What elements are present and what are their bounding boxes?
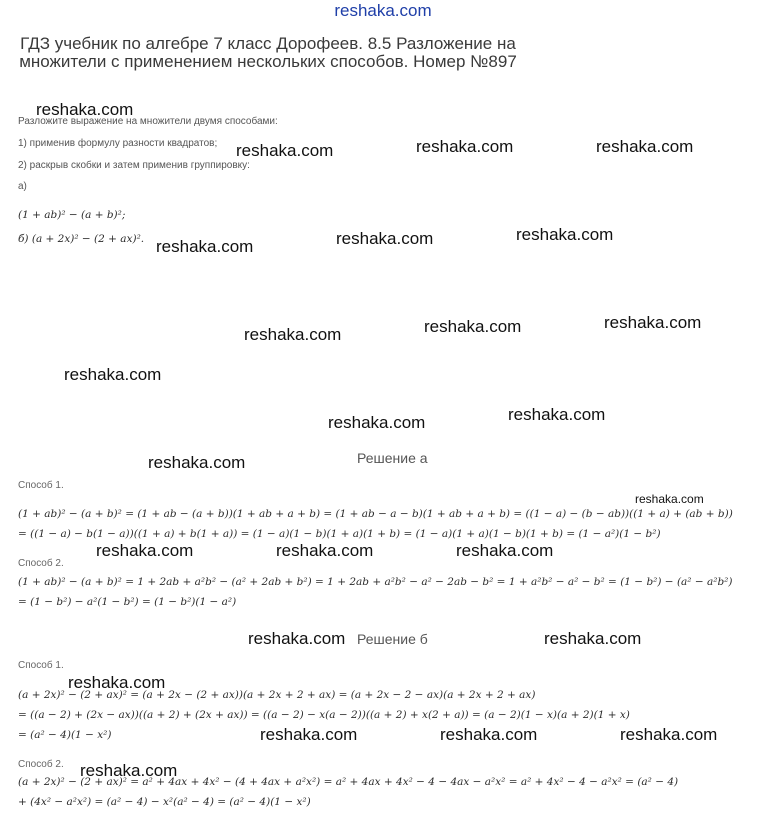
solution-b-method-1-line: (a + 2x)² − (2 + ax)² = (a + 2x − (2 + ax))(a + 2x + 2 + ax) = (a + 2x − 2 − ax)(a + 2x + 2 + ax): [18, 689, 536, 701]
solution-a-method-1-line: (1 + ab)² − (a + b)² = (1 + ab − (a + b))(1 + ab + a + b) = (1 + ab − a − b)(1 + ab + a + b) = ((1 − a) − (b − ab))((1 + a) + (ab + b)): [18, 508, 733, 520]
watermark: reshaka.com: [64, 365, 162, 384]
watermark: reshaka.com: [604, 313, 702, 332]
watermark: reshaka.com: [544, 629, 642, 648]
solution-a-method-1-line: = ((1 − a) − b(1 − a))((1 + a) + b(1 + a)) = (1 − a)(1 − b)(1 + a)(1 + b) = (1 − a)(1 + a)(1 − b)(1 + b) = (1 − a²)(1 − b²): [18, 528, 661, 540]
watermark: reshaka.com: [80, 761, 178, 780]
solution-a-method-2-line: = (1 − b²) − a²(1 − b²) = (1 − b²)(1 − a²): [18, 596, 237, 608]
site-header-link[interactable]: reshaka.com: [334, 1, 432, 20]
solution-b-method-2-label: Способ 2.: [18, 759, 64, 770]
watermark: reshaka.com: [68, 673, 166, 692]
solution-a-heading: Решение а: [357, 450, 428, 466]
watermark: reshaka.com: [276, 541, 374, 560]
watermark: reshaka.com: [508, 405, 606, 424]
solution-b-method-1-label: Способ 1.: [18, 660, 64, 671]
watermark: reshaka.com: [260, 725, 358, 744]
watermark: reshaka.com: [328, 413, 426, 432]
page-title: ГДЗ учебник по алгебре 7 класс Дорофеев. 8.5 Разложение на множители с применением нескольких способов. Номер №897: [19, 34, 517, 71]
solution-b-method-2-line: + (4x² − a²x²) = (a² − 4) − x²(a² − 4) = (a² − 4)(1 − x²): [18, 796, 311, 808]
watermark: reshaka.com: [336, 229, 434, 248]
task-way-1: 1) применив формулу разности квадратов;: [18, 138, 218, 149]
watermark: reshaka.com: [635, 492, 704, 506]
solution-a-method-2-line: (1 + ab)² − (a + b)² = 1 + 2ab + a²b² − (a² + 2ab + b²) = 1 + 2ab + a²b² − a² − 2ab − b² = 1 + a²b² − a² − b² = (1 − b²) − (a² − a²b²): [18, 576, 733, 588]
watermark: reshaka.com: [440, 725, 538, 744]
watermark: reshaka.com: [156, 237, 254, 256]
watermark: reshaka.com: [236, 141, 334, 160]
watermark: reshaka.com: [248, 629, 346, 648]
task-intro: Разложите выражение на множители двумя способами:: [18, 116, 278, 127]
task-way-2: 2) раскрыв скобки и затем применив группировку:: [18, 160, 250, 171]
solution-b-heading: Решение б: [357, 631, 428, 647]
task-part-a-label: а): [18, 181, 27, 192]
watermark: reshaka.com: [244, 325, 342, 344]
watermark: reshaka.com: [516, 225, 614, 244]
solution-a-method-1-label: Способ 1.: [18, 480, 64, 491]
watermark: reshaka.com: [36, 100, 134, 119]
solution-b-method-2-line: (a + 2x)² − (2 + ax)² = a² + 4ax + 4x² − (4 + 4ax + a²x²) = a² + 4ax + 4x² − 4 − 4ax − a²x² = a² + 4x² − 4 − a²x² = (a² − 4): [18, 776, 679, 788]
solution-b-method-1-line: = ((a − 2) + (2x − ax))((a + 2) + (2x + ax)) = ((a − 2) − x(a − 2))((a + 2) + x(2 + a)) = (a − 2)(1 − x)(a + 2)(1 + x): [18, 709, 630, 721]
watermark: reshaka.com: [596, 137, 694, 156]
solution-a-method-2-label: Способ 2.: [18, 558, 64, 569]
watermark: reshaka.com: [96, 541, 194, 560]
watermark: reshaka.com: [424, 317, 522, 336]
task-part-a-expression: (1 + ab)² − (a + b)²;: [18, 209, 126, 221]
watermark: reshaka.com: [620, 725, 718, 744]
task-part-b-expression: б) (a + 2x)² − (2 + ax)².: [18, 233, 145, 245]
solution-b-method-1-line: = (a² − 4)(1 − x²): [18, 729, 112, 741]
watermark: reshaka.com: [416, 137, 514, 156]
watermark: reshaka.com: [456, 541, 554, 560]
watermark: reshaka.com: [148, 453, 246, 472]
